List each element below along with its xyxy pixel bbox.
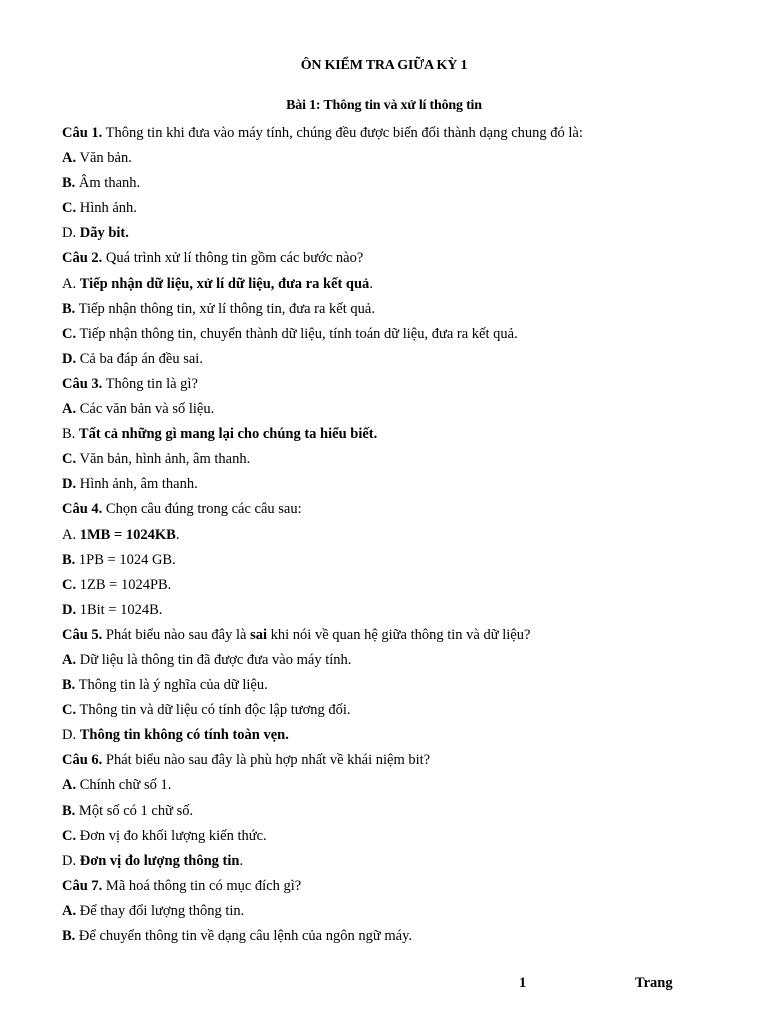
text-run: Một số có 1 chữ số.	[75, 802, 194, 819]
text-run: A.	[62, 526, 80, 543]
page-title: ÔN KIỂM TRA GIỮA KỲ 1	[300, 58, 468, 73]
text-run: Để chuyển thông tin về dạng câu lệnh của ngôn ngữ máy.	[75, 928, 412, 944]
text-run: Quá trình xử lí thông tin gồm các bước nào?	[102, 250, 364, 267]
text-line	[62, 121, 722, 146]
text-line	[62, 623, 722, 648]
text-line	[62, 849, 722, 874]
text-run: Phát biểu nào sau đây là phù hợp nhất về khái niệm bit?	[102, 752, 431, 769]
text-run: Thông tin là ý nghĩa của dữ liệu.	[75, 677, 268, 694]
text-line	[62, 171, 722, 196]
text-run: D.	[62, 601, 77, 618]
text-run: Tiếp nhận thông tin, xử lí thông tin, đưa ra kết quả.	[75, 300, 375, 317]
text-run: Âm thanh.	[75, 175, 141, 192]
text-run: 1MB = 1024KB	[79, 526, 176, 543]
text-run: sai	[250, 626, 268, 643]
text-run: khi nói về quan hệ giữa thông tin và dữ liệu?	[267, 626, 531, 643]
text-run: Văn bản, hình ảnh, âm thanh.	[76, 451, 251, 468]
text-line	[62, 372, 722, 397]
text-run: Đơn vị đo lượng thông tin	[79, 852, 240, 869]
text-line	[62, 874, 722, 899]
text-line	[62, 497, 722, 522]
text-run: Câu 5.	[62, 626, 103, 643]
text-run: C.	[62, 827, 77, 844]
text-line	[62, 347, 722, 372]
text-run: Dãy bit.	[79, 225, 129, 242]
text-line	[62, 146, 722, 171]
text-line	[62, 899, 722, 924]
text-run: 1ZB = 1024PB.	[76, 576, 172, 593]
text-run: B.	[62, 426, 79, 443]
text-run: .	[239, 852, 244, 869]
page-label: Trang	[635, 975, 673, 991]
text-run: D.	[62, 727, 80, 744]
text-line	[62, 272, 722, 297]
text-run: Câu 7.	[62, 877, 103, 894]
text-line	[62, 523, 722, 548]
text-run: D.	[62, 350, 77, 367]
text-run: D.	[62, 225, 80, 242]
document-body	[62, 121, 722, 949]
text-line	[62, 573, 722, 598]
text-line	[62, 698, 722, 723]
section-title: Bài 1: Thông tin và xử lí thông tin	[286, 98, 482, 113]
text-line	[62, 648, 722, 673]
text-run: C.	[62, 576, 77, 593]
text-run: C.	[62, 325, 77, 342]
text-line	[62, 397, 722, 422]
text-run: A.	[62, 401, 77, 418]
text-run: B.	[62, 802, 76, 819]
text-run: Chính chữ số 1.	[76, 777, 172, 794]
text-run: C.	[62, 451, 77, 468]
text-run: Câu 2.	[62, 250, 103, 267]
text-run: A.	[62, 275, 80, 292]
text-run: Chọn câu đúng trong các câu sau:	[102, 501, 302, 518]
text-run: C.	[62, 702, 77, 719]
text-run: A.	[62, 902, 77, 919]
text-run: B.	[62, 175, 76, 192]
text-run: A.	[62, 150, 77, 167]
text-run: Hình ảnh.	[76, 200, 137, 217]
text-run: A.	[62, 651, 77, 668]
text-run: Tất cả những gì mang lại cho chúng ta hiểu biết.	[78, 426, 378, 443]
text-line	[62, 422, 722, 447]
text-run: Tiếp nhận thông tin, chuyển thành dữ liệu, tính toán dữ liệu, đưa ra kết quả.	[76, 325, 518, 342]
text-run: .	[175, 526, 180, 543]
text-line	[62, 221, 722, 246]
text-run: 1Bit = 1024B.	[76, 601, 163, 618]
text-run: Câu 4.	[62, 501, 103, 518]
text-run: B.	[62, 300, 76, 317]
text-line	[62, 447, 722, 472]
text-line	[62, 472, 722, 497]
text-line	[62, 322, 722, 347]
text-run: D.	[62, 476, 77, 493]
text-run: A.	[62, 777, 77, 794]
text-line	[62, 773, 722, 798]
text-run: Phát biểu nào sau đây là	[102, 626, 251, 643]
text-run: Văn bản.	[76, 150, 132, 167]
text-line	[62, 748, 722, 773]
text-run: 1PB = 1024 GB.	[75, 551, 176, 568]
text-line	[62, 246, 722, 271]
text-run: B.	[62, 677, 76, 694]
text-line	[62, 673, 722, 698]
text-run: B.	[62, 928, 76, 944]
text-line	[62, 824, 722, 849]
text-line	[62, 548, 722, 573]
text-run: Dữ liệu là thông tin đã được đưa vào máy tính.	[76, 651, 352, 668]
text-run: Thông tin không có tính toàn vẹn.	[79, 727, 289, 744]
text-run: Để thay đổi lượng thông tin.	[76, 902, 245, 919]
text-line	[62, 924, 722, 949]
text-run: Câu 1.	[62, 125, 103, 141]
text-run: C.	[62, 200, 77, 217]
text-run: Cả ba đáp án đều sai.	[76, 350, 203, 367]
text-line	[62, 799, 722, 824]
text-run: B.	[62, 551, 76, 568]
text-line	[62, 196, 722, 221]
text-run: Đơn vị đo khối lượng kiến thức.	[76, 827, 267, 844]
text-run: Tiếp nhận dữ liệu, xử lí dữ liệu, đưa ra kết quả	[79, 275, 370, 292]
text-run: Thông tin là gì?	[102, 375, 198, 392]
text-run: Câu 3.	[62, 375, 103, 392]
text-run: Thông tin khi đưa vào máy tính, chúng đều được biến đổi thành dạng chung đó là:	[102, 125, 583, 141]
text-run: .	[369, 275, 373, 292]
text-run: Mã hoá thông tin có mục đích gì?	[102, 877, 302, 894]
text-line	[62, 598, 722, 623]
text-run: Hình ảnh, âm thanh.	[76, 476, 198, 493]
text-run: Các văn bản và số liệu.	[76, 401, 215, 418]
text-run: Thông tin và dữ liệu có tính độc lập tương đối.	[76, 702, 351, 719]
text-line	[62, 297, 722, 322]
text-run: Câu 6.	[62, 752, 103, 769]
page-number: 1	[519, 975, 527, 991]
text-run: D.	[62, 852, 80, 869]
text-line	[62, 723, 722, 748]
